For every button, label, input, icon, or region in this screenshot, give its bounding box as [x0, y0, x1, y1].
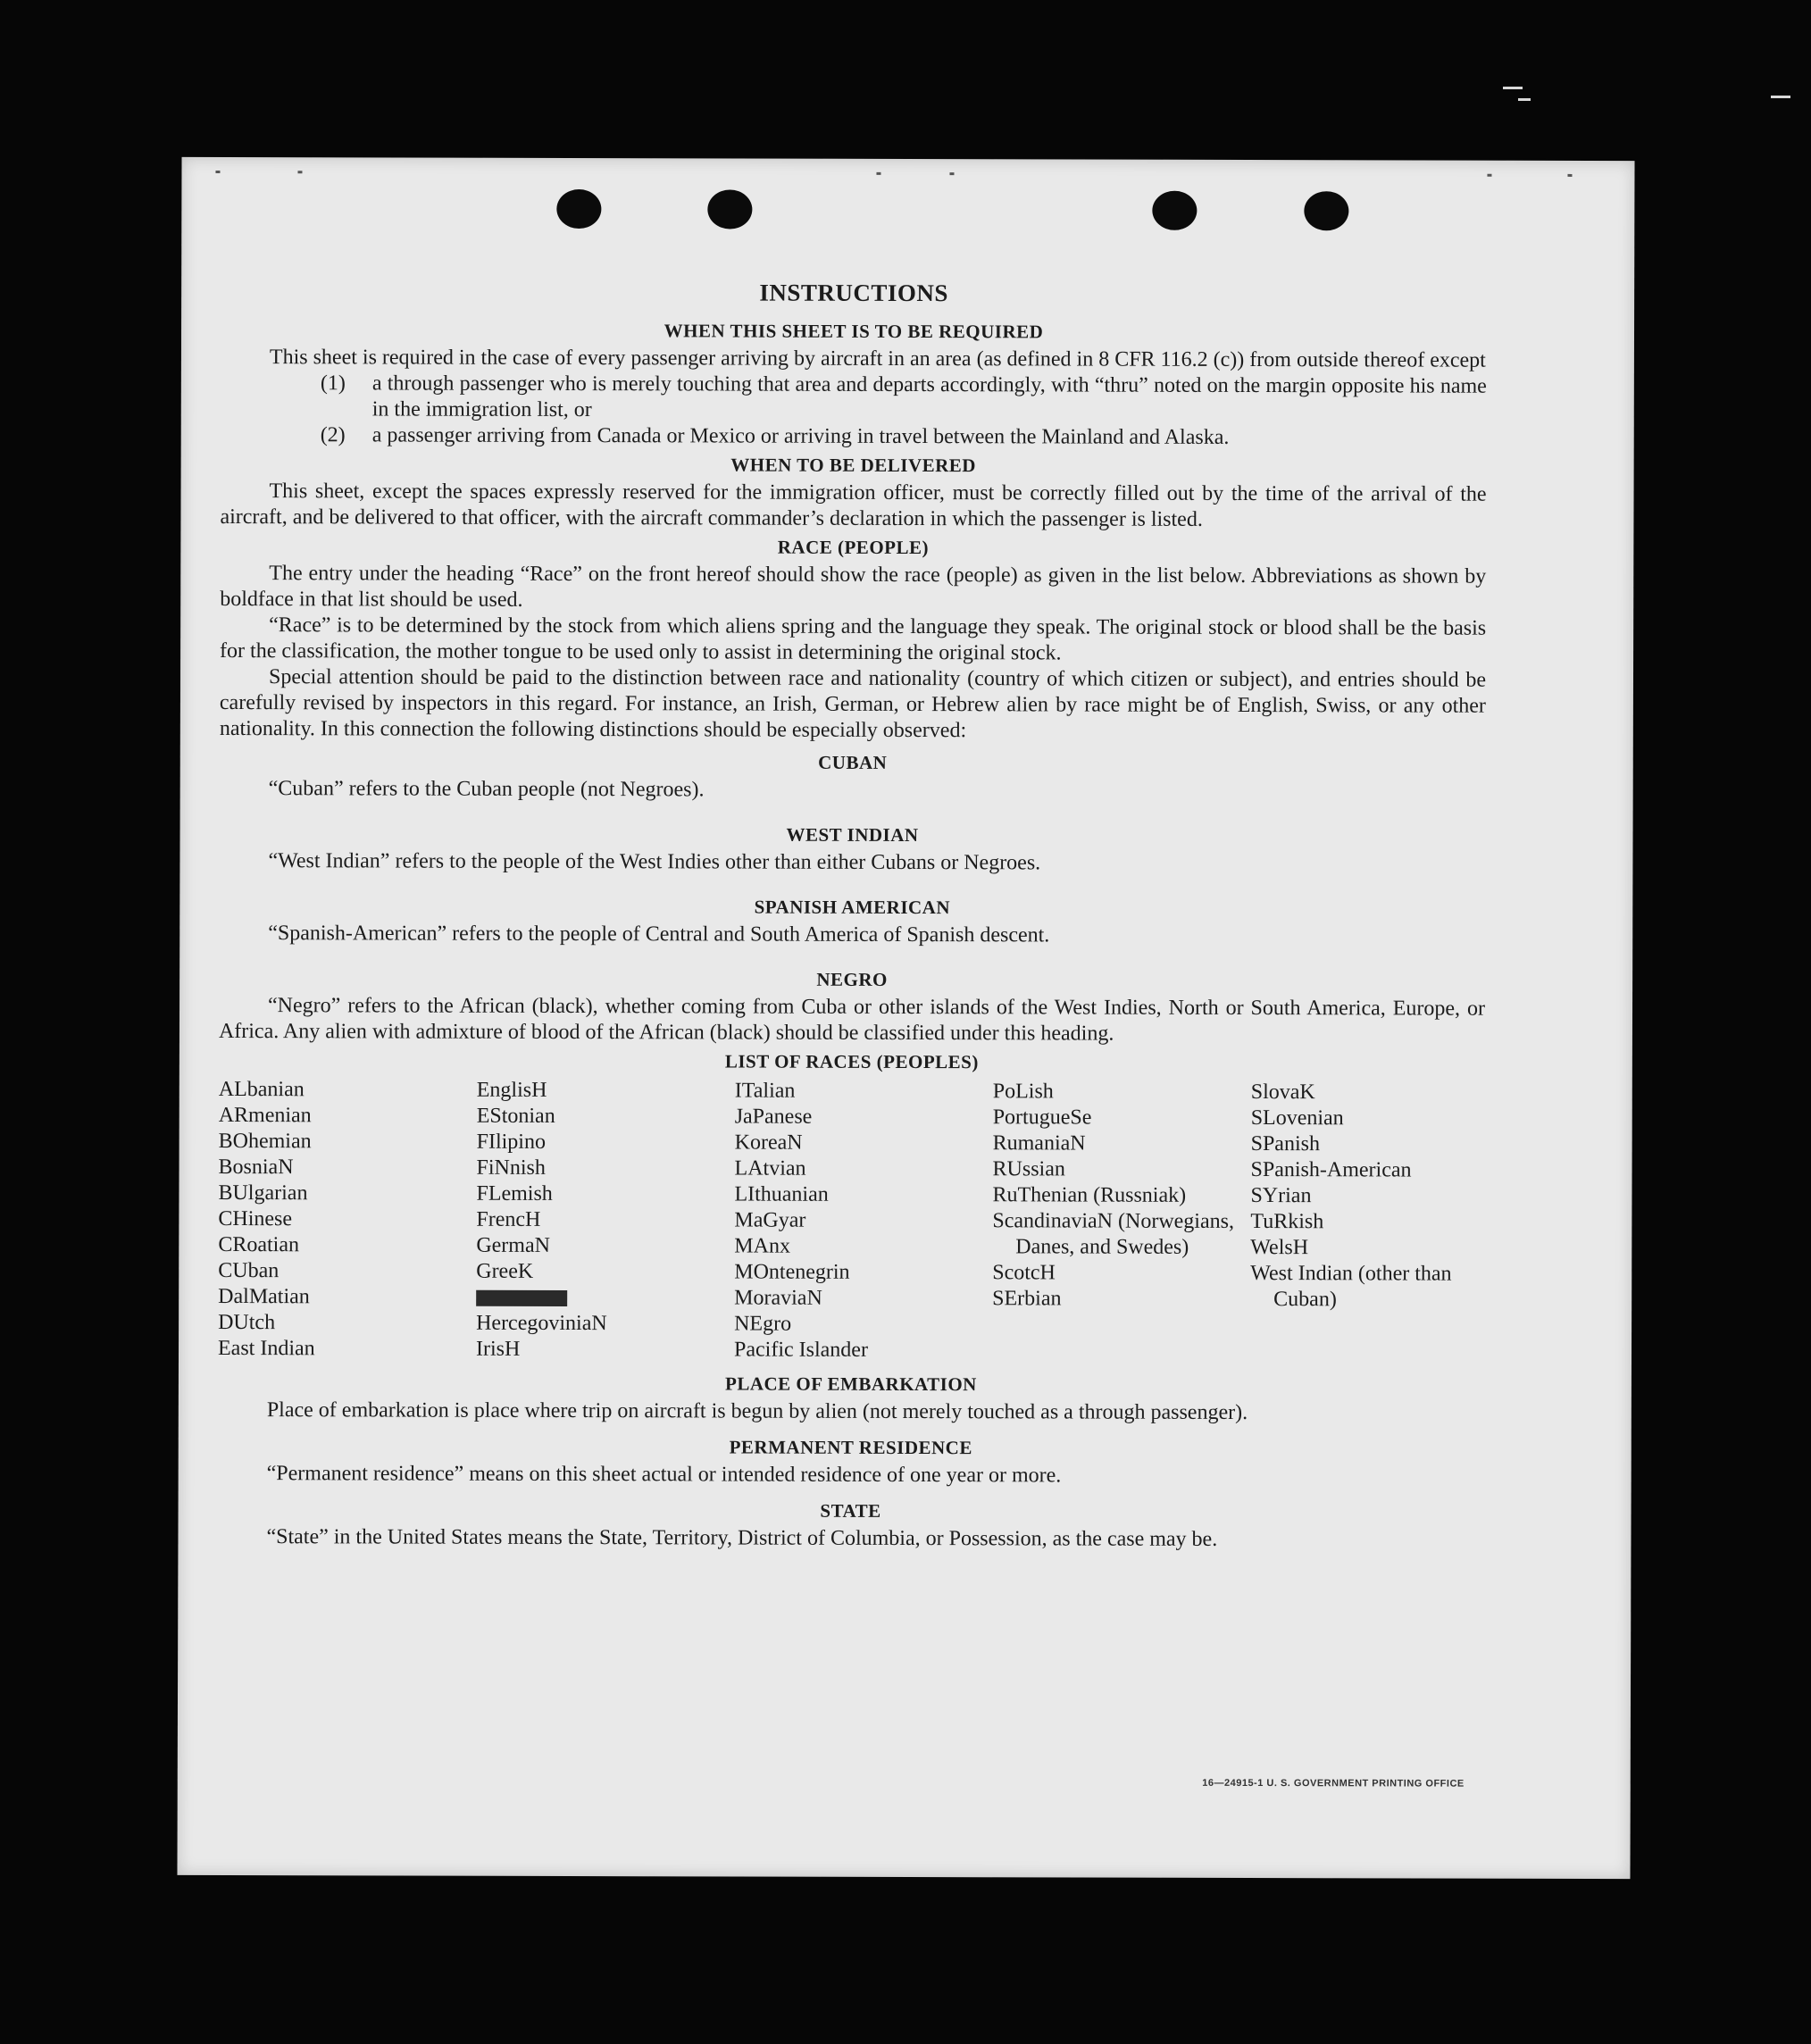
section-heading-embarkation: PLACE OF EMBARKATION	[724, 1372, 977, 1396]
race-entry: MoraviaN	[734, 1286, 822, 1310]
race-entry: RumaniaN	[992, 1131, 1086, 1155]
page-title: INSTRUCTIONS	[759, 279, 948, 307]
exception-item	[221, 422, 1487, 452]
section-heading-negro: NEGRO	[816, 968, 888, 990]
embarkation-text: Place of embarkation is place where trip on aircraft is begun by alien (not merely touched as a through passenger).	[266, 1398, 1248, 1425]
section-heading-west-indian: WEST INDIAN	[786, 823, 919, 847]
race-entry: LAtvian	[734, 1156, 806, 1181]
scan-mark	[1503, 87, 1523, 89]
race-entry: LIthuanian	[734, 1182, 829, 1206]
document-page	[177, 157, 1634, 1879]
race-entry: IrisH	[475, 1337, 521, 1361]
section-heading-residence: PERMANENT RESIDENCE	[729, 1436, 972, 1459]
race-entry: FrencH	[476, 1207, 541, 1231]
race-entry: KoreaN	[734, 1130, 803, 1155]
race-entry-redacted	[476, 1285, 734, 1312]
race-entry: Pacific Islander	[733, 1338, 868, 1362]
race-entry: EnglisH	[476, 1078, 547, 1102]
race-entry: SLovenian	[1250, 1106, 1344, 1130]
cuban-text: “Cuban” refers to the Cuban people (not Negroes).	[268, 777, 705, 802]
exception-text: a passenger arriving from Canada or Mexico or arriving in travel between the Mainland and Alaska.	[371, 423, 1230, 449]
spanish-american-text: “Spanish-American” refers to the people of Central and South America of Spanish descent.	[268, 922, 1050, 947]
race-entry: SErbian	[992, 1287, 1062, 1311]
punch-hole	[1304, 191, 1348, 230]
races-column-5	[1250, 1080, 1509, 1365]
race-entry: GermaN	[476, 1233, 551, 1257]
race-entry: TuRkish	[1250, 1210, 1324, 1234]
race-entry: ALbanian	[218, 1077, 305, 1102]
race-entry: BUlgarian	[218, 1181, 308, 1206]
west-indian-text: “West Indian” refers to the people of the West Indies other than either Cubans or Negroes.	[268, 849, 1041, 875]
race-entry: PortugueSe	[992, 1105, 1092, 1130]
race-entry: BOhemian	[218, 1129, 312, 1154]
margin-mark	[949, 172, 954, 175]
race-entry: RUssian	[992, 1157, 1065, 1181]
section-heading-required: WHEN THIS SHEET IS TO BE REQUIRED	[663, 320, 1044, 343]
state-text: “State” in the United States means the State, Territory, District of Columbia, or Possession, as the case may be.	[266, 1525, 1218, 1551]
residence-text: “Permanent residence” means on this sheet actual or intended residence of one year or more.	[266, 1462, 1062, 1488]
race-entry: PoLish	[992, 1080, 1054, 1104]
races-column-4	[992, 1079, 1251, 1364]
race-entry: MOntenegrin	[734, 1260, 850, 1284]
section-heading-cuban: CUBAN	[818, 751, 888, 773]
margin-mark	[876, 172, 880, 175]
race-entry: DUtch	[218, 1310, 276, 1335]
section-heading-state: STATE	[820, 1499, 881, 1522]
race-paragraph-1: The entry under the heading “Race” on the front hereof should show the race (people) as given in the list below. Abbreviations as shown by boldface in that list should be used.	[220, 562, 1487, 612]
punch-hole	[1152, 191, 1197, 230]
exception-number: (2)	[320, 423, 346, 447]
race-entry: MAnx	[734, 1234, 791, 1258]
race-entry: SlovaK	[1250, 1080, 1315, 1105]
race-entry: WelsH	[1250, 1236, 1309, 1260]
race-entry: West Indian (other than Cuban)	[1250, 1262, 1452, 1312]
punch-hole	[556, 189, 601, 229]
race-entry: CUban	[218, 1258, 280, 1283]
race-paragraph-2: “Race” is to be determined by the stock from which aliens spring and the language they speak. The original stock or blood shall be the basis for the classification, the mother tongue to be used only to assist in determining the original stock.	[220, 613, 1487, 665]
race-entry: NEgro	[734, 1312, 792, 1336]
negro-text: “Negro” refers to the African (black), whether coming from Cuba or other islands of the West Indies, North or South America, Europe, or Africa. Any alien with admixture of blood of the African (black) should be classified under this heading.	[218, 994, 1486, 1046]
exception-item	[221, 371, 1487, 426]
race-entry: JaPanese	[734, 1105, 813, 1129]
race-entry: SPanish-American	[1250, 1158, 1412, 1182]
race-entry: DalMatian	[218, 1284, 310, 1309]
punch-hole	[707, 189, 752, 229]
instructions-content	[217, 278, 1487, 1554]
margin-mark	[1567, 174, 1572, 177]
margin-mark	[1487, 174, 1491, 177]
race-entry: EStonian	[476, 1104, 555, 1128]
race-entry: CRoatian	[218, 1232, 300, 1257]
section-heading-spanish-american: SPANISH AMERICAN	[754, 896, 951, 919]
race-entry: RuThenian (Russniak)	[992, 1183, 1187, 1207]
race-entry: ScandinaviaN (Norwegians, Danes, and Swedes)	[992, 1209, 1235, 1259]
required-intro: This sheet is required in the case of every passenger arriving by aircraft in an area (as defined in 8 CFR 116.2 (c)) from outside thereof except	[269, 346, 1486, 372]
section-heading-delivered: WHEN TO BE DELIVERED	[730, 454, 977, 477]
margin-mark	[297, 171, 302, 173]
race-entry: East Indian	[217, 1336, 315, 1361]
printing-office-code: 16—24915-1 U. S. GOVERNMENT PRINTING OFFICE	[1202, 1777, 1465, 1790]
races-column-2	[476, 1078, 735, 1364]
redaction-mark	[476, 1290, 567, 1306]
exception-number: (1)	[320, 371, 346, 396]
race-entry: CHinese	[218, 1206, 293, 1231]
exception-text: a through passenger who is merely touching that area and departs accordingly, with “thru” noted on the margin opposite his name in the immigration list, or	[371, 371, 1487, 422]
race-entry: BosniaN	[218, 1155, 294, 1180]
race-entry: GreeK	[476, 1259, 534, 1283]
race-entry: ITalian	[734, 1079, 796, 1103]
section-heading-race: RACE (PEOPLE)	[777, 536, 930, 559]
race-entry: HercegoviniaN	[476, 1311, 607, 1336]
scan-mark	[1518, 98, 1531, 101]
section-heading-races-list: LIST OF RACES (PEOPLES)	[724, 1050, 979, 1073]
race-entry: MaGyar	[734, 1208, 806, 1232]
race-entry: ARmenian	[218, 1103, 312, 1128]
race-entry: SYrian	[1250, 1184, 1312, 1208]
races-column-1	[218, 1077, 477, 1363]
race-entry: FiNnish	[476, 1155, 546, 1180]
race-entry: SPanish	[1250, 1132, 1321, 1156]
margin-mark	[215, 171, 220, 173]
race-entry: ScotcH	[992, 1261, 1056, 1285]
race-entry: FLemish	[476, 1181, 553, 1206]
races-list	[218, 1077, 1485, 1365]
delivered-text: This sheet, except the spaces expressly reserved for the immigration officer, must be correctly filled out by the time of the arrival of the aircraft, and be delivered to that officer, with the aircraft commander’s declaration in which the passenger is listed.	[220, 480, 1487, 531]
race-entry: FIlipino	[476, 1130, 547, 1154]
race-paragraph-3: Special attention should be paid to the distinction between race and nationality (country of which citizen or subject), and entries should be carefully revised by inspectors in this regard. For instance, an Irish, German, or Hebrew alien by race might be of English, Swiss, or any other nationality. In this connection the following distinctions should be especially observed:	[219, 665, 1487, 743]
races-column-3	[734, 1078, 993, 1364]
scan-mark	[1771, 96, 1790, 98]
